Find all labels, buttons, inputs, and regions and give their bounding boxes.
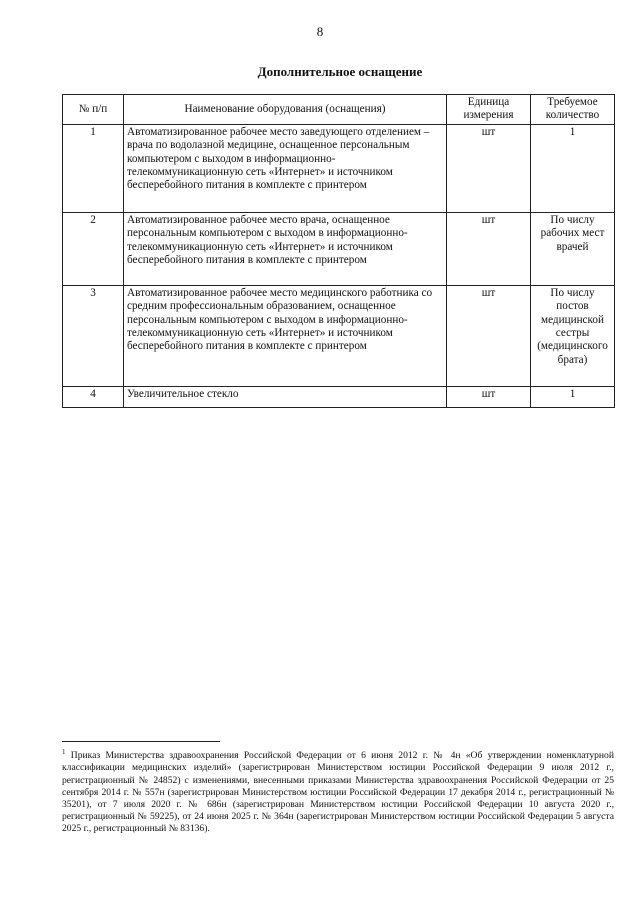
row-name: Автоматизированное рабочее место врача, оснащенное персональным компьютером с выходом в информационно-телекоммуникационную сеть «Интернет» и источником бесперебойного питания в комплекте с принтером bbox=[124, 212, 447, 285]
row-name: Автоматизированное рабочее место заведующего отделением – врача по водолазной медицине, оснащенное персональным компьютером с выходом в информационно-телекоммуникационную сеть «Интернет» и источником бесперебойного питания в комплекте с принтером bbox=[124, 124, 447, 212]
row-qty: 1 bbox=[531, 386, 615, 407]
table-header-row bbox=[63, 95, 615, 125]
row-unit: шт bbox=[447, 285, 531, 386]
row-num: 4 bbox=[63, 386, 124, 407]
table-row bbox=[63, 285, 615, 386]
section-title: Дополнительное оснащение bbox=[257, 64, 423, 79]
row-name: Увеличительное стекло bbox=[124, 386, 447, 407]
equipment-table bbox=[62, 94, 615, 408]
row-qty: По числу рабочих мест врачей bbox=[531, 212, 615, 285]
row-num: 1 bbox=[63, 124, 124, 212]
header-qty: Требуемое количество bbox=[531, 95, 615, 125]
row-qty: По числу постов медицинской сестры (медицинского брата) bbox=[531, 285, 615, 386]
table-row bbox=[63, 212, 615, 285]
footnote-divider bbox=[62, 741, 220, 742]
row-unit: шт bbox=[447, 212, 531, 285]
row-name: Автоматизированное рабочее место медицинского работника со средним профессиональным образованием, оснащенное персональным компьютером с выходом в информационно-телекоммуникационную сеть «Интернет» и источником бесперебойного питания в комплекте с принтером bbox=[124, 285, 447, 386]
header-unit: Единица измерения bbox=[447, 95, 531, 125]
header-name: Наименование оборудования (оснащения) bbox=[124, 95, 447, 125]
table-row bbox=[63, 124, 615, 212]
row-unit: шт bbox=[447, 386, 531, 407]
footnote-text: Приказ Министерства здравоохранения Российской Федерации от 6 июня 2012 г. № 4н «Об утверждении номенклатурной классификации медицинских изделий» (зарегистрирован Министерством юстиции Российской Федерации 9 июля 2012 г., регистрационный № 24852) с изменениями, внесенными приказами Министерства здравоохранения Российской Федерации от 25 сентября 2014 г. № 557н (зарегистрирован Министерством юстиции Российской Федерации 17 декабря 2014 г., регистрационный № 35201), от 7 июля 2020 г. № 686н (зарегистрирован Министерством юстиции Российской Федерации 10 августа 2020 г., регистрационный № 59225), от 24 июня 2025 г. № 364н (зарегистрирован Министерством юстиции Российской Федерации 5 августа 2025 г., регистрационный № 83136). bbox=[62, 750, 614, 835]
row-num: 2 bbox=[63, 212, 124, 285]
table-row bbox=[63, 386, 615, 407]
footnote-marker: 1 bbox=[62, 748, 66, 756]
header-num: № п/п bbox=[63, 95, 124, 125]
footnote bbox=[62, 746, 614, 836]
row-qty: 1 bbox=[531, 124, 615, 212]
row-unit: шт bbox=[447, 124, 531, 212]
row-num: 3 bbox=[63, 285, 124, 386]
page-number: 8 bbox=[316, 24, 324, 39]
